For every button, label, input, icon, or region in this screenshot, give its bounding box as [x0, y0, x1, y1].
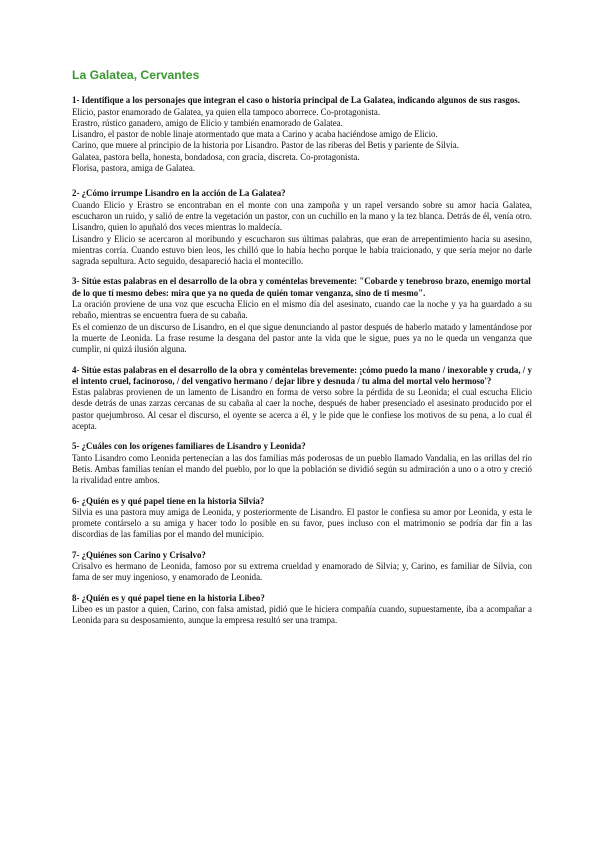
answer-paragraph: Erastro, rústico ganadero, amigo de Elicio y también enamorado de Galatea.: [72, 117, 343, 128]
section-4: [72, 365, 532, 433]
question-1: 1- Identifique a los personajes que integran el caso o historia principal de La Galatea, indicando algunos de sus rasgos.: [72, 95, 520, 106]
document-title: La Galatea, Cervantes: [72, 68, 200, 82]
answer-paragraph: Crisalvo es hermano de Leonida, famoso por su extrema crueldad y enamorado de Silvia; y, Carino, es familiar de Silvia, con fama de ser muy ingenioso, y enamorado de Leonida.: [72, 560, 532, 583]
answer-paragraph: Carino, que muere al principio de la historia por Lisandro. Pastor de las riberas del Betis y pariente de Silvia.: [72, 140, 459, 151]
question-3: 3- Sitúe estas palabras en el desarrollo de la obra y coméntelas brevemente: "Cobarde y tenebroso brazo, enemigo mortal de lo que tí mesmo debes: mira que ya no queda de quién tomar venganza, sino de ti mesmo".: [72, 276, 531, 298]
answer-paragraph: Galatea, pastora bella, honesta, bondadosa, con gracia, discreta. Co-protagonista.: [72, 151, 360, 162]
question-7: 7- ¿Quiénes son Carino y Crisalvo?: [72, 549, 206, 560]
answer-paragraph: Es el comienzo de un discurso de Lisandro, en el que sigue denunciando al pastor después de haberlo matado y lamentándose por la muerte de Leonida. La frase resume la desgana del pastor ante la vida que le sigue, pues ya no le queda un venganza que cumplir, ni quizá ilusión alguna.: [72, 321, 532, 355]
section-5: [72, 441, 532, 486]
answer-paragraph: Tanto Lisandro como Leonida pertenecían a las dos familias más poderosas de un pueblo llamado Vandalia, en las orillas del río Betis. Ambas familias tenían el mando del pueblo, por lo que la población se dividió según su admiración a uno o a otro y creció la rivalidad entre ambos.: [72, 452, 532, 486]
section-6: [72, 496, 532, 541]
section-1: [72, 95, 532, 174]
question-8: 8- ¿Quién es y qué papel tiene en la historia Libeo?: [72, 592, 265, 603]
question-6: 6- ¿Quién es y qué papel tiene en la historia Silvia?: [72, 495, 265, 506]
answer-paragraph: La oración proviene de una voz que escucha Elicio en el mismo día del asesinato, cuando cae la noche y ya ha guardado a su rebaño, mientras se encuentra fuera de su cabaña.: [72, 299, 532, 321]
answer-paragraph: Lisandro, el pastor de noble linaje atormentado que mata a Carino y acaba haciéndose amigo de Elicio.: [72, 129, 438, 140]
answer-paragraph: Silvia es una pastora muy amiga de Leonida, y posteriormente de Lisandro. El pastor le confiesa su amor por Leonida, y esta le promete contárselo a su amiga y hacer todo lo posible en su favor, pues incluso con el matrimonio se podría dar fin a las discordias de las familias por el mando del municipio.: [72, 506, 532, 540]
section-3: [72, 276, 532, 355]
section-7: [72, 550, 532, 584]
question-2: 2- ¿Cómo irrumpe Lisandro en la acción de La Galatea?: [72, 188, 286, 199]
answer-paragraph: Libeo es un pastor a quien, Carino, con falsa amistad, pidió que le hiciera compañía cuando, supuestamente, iba a acompañar a Leonida para su desposamiento, aunque la empresa resultó ser una trampa.: [72, 603, 532, 626]
question-5: 5- ¿Cuáles con los orígenes familiares de Lisandro y Leonida?: [72, 441, 306, 452]
answer-paragraph: Estas palabras provienen de un lamento de Lisandro en forma de verso sobre la pérdida de su Leonida; el cual escucha Elicio desde detrás de unas zarzas cercanas de su cabaña al caer la noche, después de haber presenciado el asesinato producido por el pastor quejumbroso. Al cesar el discurso, el oyente se acerca a él, y le pide que le confiese los motivos de su pena, a lo cual él acepta.: [72, 387, 532, 432]
answer-paragraph: Lisandro y Elicio se acercaron al moribundo y escucharon sus últimas palabras, que eran de arrepentimiento hacia su asesino, mientras corría. Cuando estuvo bien leos, les chilló que lo había hecho porque le había traicionado, y que sería mejor no darle sagrada sepultura. Acto seguido, desapareció hacia el montecillo.: [72, 233, 532, 267]
answer-paragraph: Cuando Elicio y Erastro se encontraban en el monte con una zampoña y un rapel versando sobre su amor hacia Galatea, escucharon un ruido, y salió de entre la vegetación un pastor, con un cuchillo en la mano y la tez blanca. Detrás de él, venía otro. Lisandro, quien lo apuñaló dos veces mientras lo maldecía.: [72, 199, 532, 233]
section-2: [72, 188, 532, 267]
answer-paragraph: Elicio, pastor enamorado de Galatea, ya quien ella tampoco aborrece. Co-protagonista.: [72, 106, 381, 117]
document-page: [72, 70, 532, 635]
section-8: [72, 593, 532, 627]
answer-paragraph: Florisa, pastora, amiga de Galatea.: [72, 163, 195, 174]
question-4: 4- Sitúe estas palabras en el desarrollo de la obra y coméntelas brevemente: ¡cómo puedo la mano / inexorable y cruda, / y el intento cruel, facinoroso, / del vengativo hermano / dejar libre y desnuda / tu alma del mortal velo hermoso'?: [72, 364, 532, 386]
